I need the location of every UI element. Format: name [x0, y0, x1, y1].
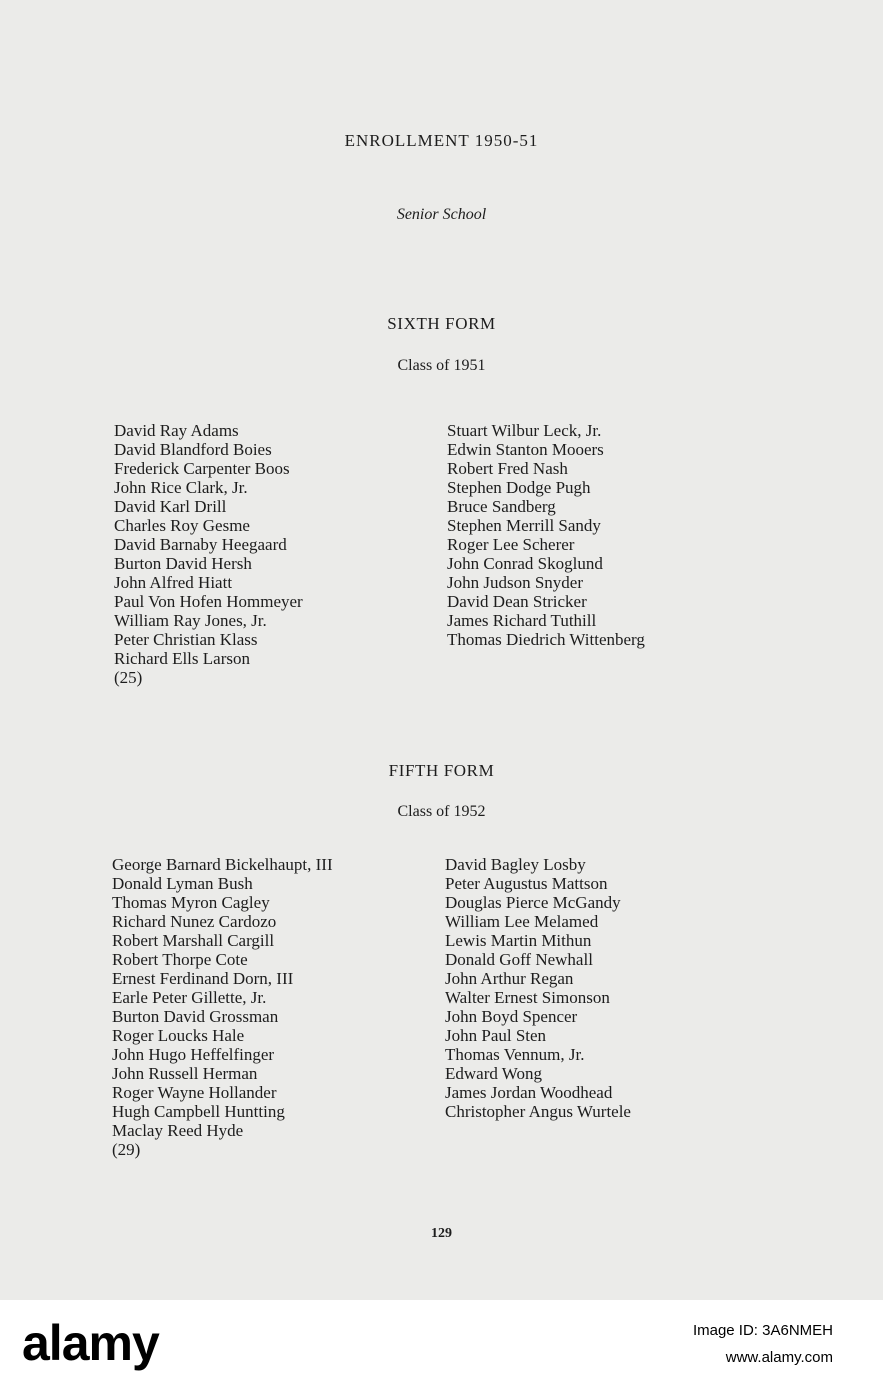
student-name: Robert Marshall Cargill	[112, 931, 275, 950]
student-name: David Ray Adams	[114, 421, 239, 440]
student-name: Christopher Angus Wurtele	[445, 1102, 631, 1121]
student-name: Thomas Myron Cagley	[112, 893, 270, 912]
student-name: Paul Von Hofen Hommeyer	[114, 592, 303, 611]
student-name: Maclay Reed Hyde	[112, 1121, 244, 1140]
student-name: John Arthur Regan	[445, 969, 574, 988]
student-name: John Russell Herman	[112, 1064, 258, 1083]
page-subtitle: Senior School	[396, 206, 487, 223]
enrollment-count-fifth: (29)	[112, 1140, 141, 1159]
student-name: John Judson Snyder	[447, 573, 584, 592]
student-name: Thomas Diedrich Wittenberg	[447, 630, 645, 649]
student-name: Robert Fred Nash	[447, 459, 568, 478]
student-name: Donald Goff Newhall	[445, 950, 593, 969]
student-name: Burton David Hersh	[114, 554, 252, 573]
student-name: Hugh Campbell Huntting	[112, 1102, 285, 1121]
student-name: Stephen Merrill Sandy	[447, 516, 601, 535]
class-heading-1951: Class of 1951	[397, 357, 486, 374]
page-number: 129	[431, 1226, 452, 1241]
name-list-sixth-right	[447, 421, 645, 649]
student-name: Ernest Ferdinand Dorn, III	[112, 969, 294, 988]
student-name: Bruce Sandberg	[447, 497, 556, 516]
name-list-sixth-left	[114, 421, 303, 668]
student-name: James Jordan Woodhead	[445, 1083, 613, 1102]
page-title: ENROLLMENT 1950-51	[344, 131, 539, 150]
student-name: Edward Wong	[445, 1064, 542, 1083]
student-name: David Bagley Losby	[445, 855, 586, 874]
section-heading-sixth-form: SIXTH FORM	[387, 314, 496, 333]
student-name: Stephen Dodge Pugh	[447, 478, 591, 497]
section-heading-fifth-form: FIFTH FORM	[388, 761, 495, 780]
student-name: Douglas Pierce McGandy	[445, 893, 621, 912]
name-list-fifth-right	[445, 855, 631, 1121]
watermark-footer	[0, 1300, 883, 1390]
student-name: Burton David Grossman	[112, 1007, 279, 1026]
enrollment-count-sixth: (25)	[114, 668, 143, 687]
student-name: Lewis Martin Mithun	[445, 931, 592, 950]
student-name: Donald Lyman Bush	[112, 874, 253, 893]
student-name: Edwin Stanton Mooers	[447, 440, 604, 459]
student-name: John Hugo Heffelfinger	[112, 1045, 275, 1064]
student-name: Richard Nunez Cardozo	[112, 912, 277, 931]
student-name: George Barnard Bickelhaupt, III	[112, 855, 333, 874]
student-name: Stuart Wilbur Leck, Jr.	[447, 421, 602, 440]
student-name: Charles Roy Gesme	[114, 516, 250, 535]
student-name: William Ray Jones, Jr.	[114, 611, 267, 630]
student-name: David Dean Stricker	[447, 592, 587, 611]
alamy-logo: alamy	[22, 1315, 159, 1371]
student-name: John Paul Sten	[445, 1026, 547, 1045]
student-name: Roger Lee Scherer	[447, 535, 575, 554]
image-id-label: Image ID: 3A6NMEH	[692, 1322, 833, 1339]
student-name: James Richard Tuthill	[447, 611, 597, 630]
student-name: Robert Thorpe Cote	[112, 950, 248, 969]
name-list-fifth-left	[112, 855, 333, 1140]
student-name: Richard Ells Larson	[114, 649, 250, 668]
student-name: Peter Christian Klass	[114, 630, 258, 649]
student-name: Roger Wayne Hollander	[112, 1083, 277, 1102]
student-name: Frederick Carpenter Boos	[114, 459, 290, 478]
student-name: Roger Loucks Hale	[112, 1026, 245, 1045]
student-name: Thomas Vennum, Jr.	[445, 1045, 585, 1064]
student-name: John Rice Clark, Jr.	[114, 478, 248, 497]
student-name: John Conrad Skoglund	[447, 554, 603, 573]
source-url-label: www.alamy.com	[725, 1349, 833, 1366]
student-name: John Alfred Hiatt	[114, 573, 233, 592]
student-name: Walter Ernest Simonson	[445, 988, 610, 1007]
student-name: David Barnaby Heegaard	[114, 535, 287, 554]
student-name: William Lee Melamed	[445, 912, 599, 931]
student-name: Peter Augustus Mattson	[445, 874, 608, 893]
student-name: David Karl Drill	[114, 497, 227, 516]
student-name: Earle Peter Gillette, Jr.	[112, 988, 267, 1007]
class-heading-1952: Class of 1952	[397, 803, 486, 820]
student-name: David Blandford Boies	[114, 440, 272, 459]
student-name: John Boyd Spencer	[445, 1007, 578, 1026]
